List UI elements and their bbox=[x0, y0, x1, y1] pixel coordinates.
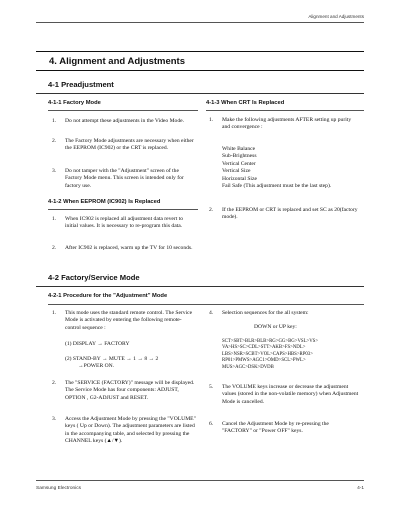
adjustment-list-entry: Sub-Brightness bbox=[222, 153, 257, 160]
subsection-rule bbox=[48, 209, 198, 210]
chapter-title: 4. Alignment and Adjustments bbox=[49, 56, 186, 67]
footer-publisher: Samsung Electronics bbox=[36, 486, 82, 491]
section-rule bbox=[36, 286, 364, 287]
list-item: 2. After IC902 is replaced, warm up the TV for 10 seconds. bbox=[52, 245, 193, 251]
list-item: 6. Cancel the Adjustment Mode by re-pressing the "FACTORY" or "Power OFF" keys. bbox=[209, 421, 329, 435]
subsection-rule bbox=[48, 304, 364, 305]
remote-sequence-2-cont: →POWER ON. bbox=[78, 363, 115, 370]
page-number: 4-1 bbox=[357, 486, 364, 491]
subsection-title-4-2-1: 4-2-1 Procedure for the "Adjustment" Mode bbox=[48, 293, 168, 299]
list-item: 3. Access the Adjustment Mode by pressing the "VOLUME" keys ( Up or Down). The adjustment parameters are listed in the accompanying table, and selected by pressing the CHANNEL keys (▲/▼). bbox=[52, 416, 196, 445]
section-title-4-2: 4-2 Factory/Service Mode bbox=[48, 273, 140, 282]
footer-rule bbox=[36, 480, 364, 481]
list-item: 2. If the EEPROM or CRT is replaced and set SC as 20(factory mode). bbox=[209, 207, 358, 221]
adjustment-list-entry: White Balance bbox=[222, 146, 256, 152]
adjustment-list-entry: Fail Safe (This adjustment must be the last step). bbox=[222, 183, 332, 189]
subsection-rule bbox=[48, 110, 198, 111]
chapter-banner bbox=[36, 51, 364, 71]
list-item: 5. The VOLUME keys increase or decrease the adjustment values (stored in the non-volatile memory) when Adjustment Mode is cancelled. bbox=[209, 384, 359, 405]
list-item: 1. Make the following adjustments AFTER setting up purity and convergence : bbox=[209, 117, 352, 131]
remote-sequence-2: (2) STAND-BY → MUTE → 1 → 8 → 2 bbox=[65, 356, 159, 362]
adjustment-list-entry: Vertical Size bbox=[222, 168, 251, 175]
code-sequence-line: LBS>NSR>SCBT>VOL>CAPS>HBS>RP03> bbox=[222, 351, 313, 357]
list-item: 2. The "SERVICE (FACTORY)" message will be displayed. The Service Mode has four components: ADJUST, OPTION , G2-ADJUST and RESET. bbox=[52, 380, 195, 401]
section-rule bbox=[36, 93, 364, 94]
remote-sequence-1: (1) DISPLAY → FACTORY bbox=[65, 341, 130, 347]
list-item: 2. The Factory Mode adjustments are necessary when either the EEPROM (IC902) or the CRT is replaced. bbox=[52, 138, 194, 152]
subsection-title-4-1-2: 4-1-2 When EEPROM (IC902) Is Replaced bbox=[48, 199, 161, 205]
header-rule bbox=[36, 22, 364, 23]
code-sequence-line: VA>HS>SC>CDL>STT>AKB>FS>NDL> bbox=[222, 345, 306, 351]
adjustment-list-entry: Horizontal Size bbox=[222, 175, 257, 182]
code-sequence-line: SCT>SBT>BLR>BLB>RG>GG>BG>VSL>VS> bbox=[222, 339, 319, 344]
subsection-title-4-1-3: 4-1-3 When CRT Is Replaced bbox=[206, 100, 285, 106]
key-direction-label: DOWN or UP key: bbox=[254, 324, 297, 330]
list-item: 3. Do not tamper with the "Adjustment" screen of the Factory Mode menu. This screen is intended only for factory use. bbox=[52, 168, 184, 189]
list-item: 4. Selection sequences for the all system: bbox=[209, 310, 309, 316]
list-item: 1. This mode uses the standard remote control. The Service Mode is activated by entering the following remote-control sequence : bbox=[52, 310, 193, 331]
code-sequence-line: MUS>AGC>DSK>DVDB bbox=[222, 364, 274, 370]
subsection-title-4-1-1: 4-1-1 Factory Mode bbox=[48, 100, 101, 106]
adjustment-list-entry: Vertical Center bbox=[222, 160, 256, 167]
subsection-rule bbox=[206, 110, 364, 111]
code-sequence-line: RP01>PMWS>AGC1>OMD>SCL>PWL> bbox=[222, 358, 306, 364]
list-item: 1. Do not attempt these adjustments in the Video Mode. bbox=[52, 118, 185, 124]
list-item: 1. When IC902 is replaced all adjustment data revert to initial values. It is necessary to re-program this data. bbox=[52, 216, 184, 230]
section-title-4-1: 4-1 Preadjustment bbox=[48, 80, 114, 89]
running-header: Alignment and Adjustments bbox=[308, 14, 364, 19]
